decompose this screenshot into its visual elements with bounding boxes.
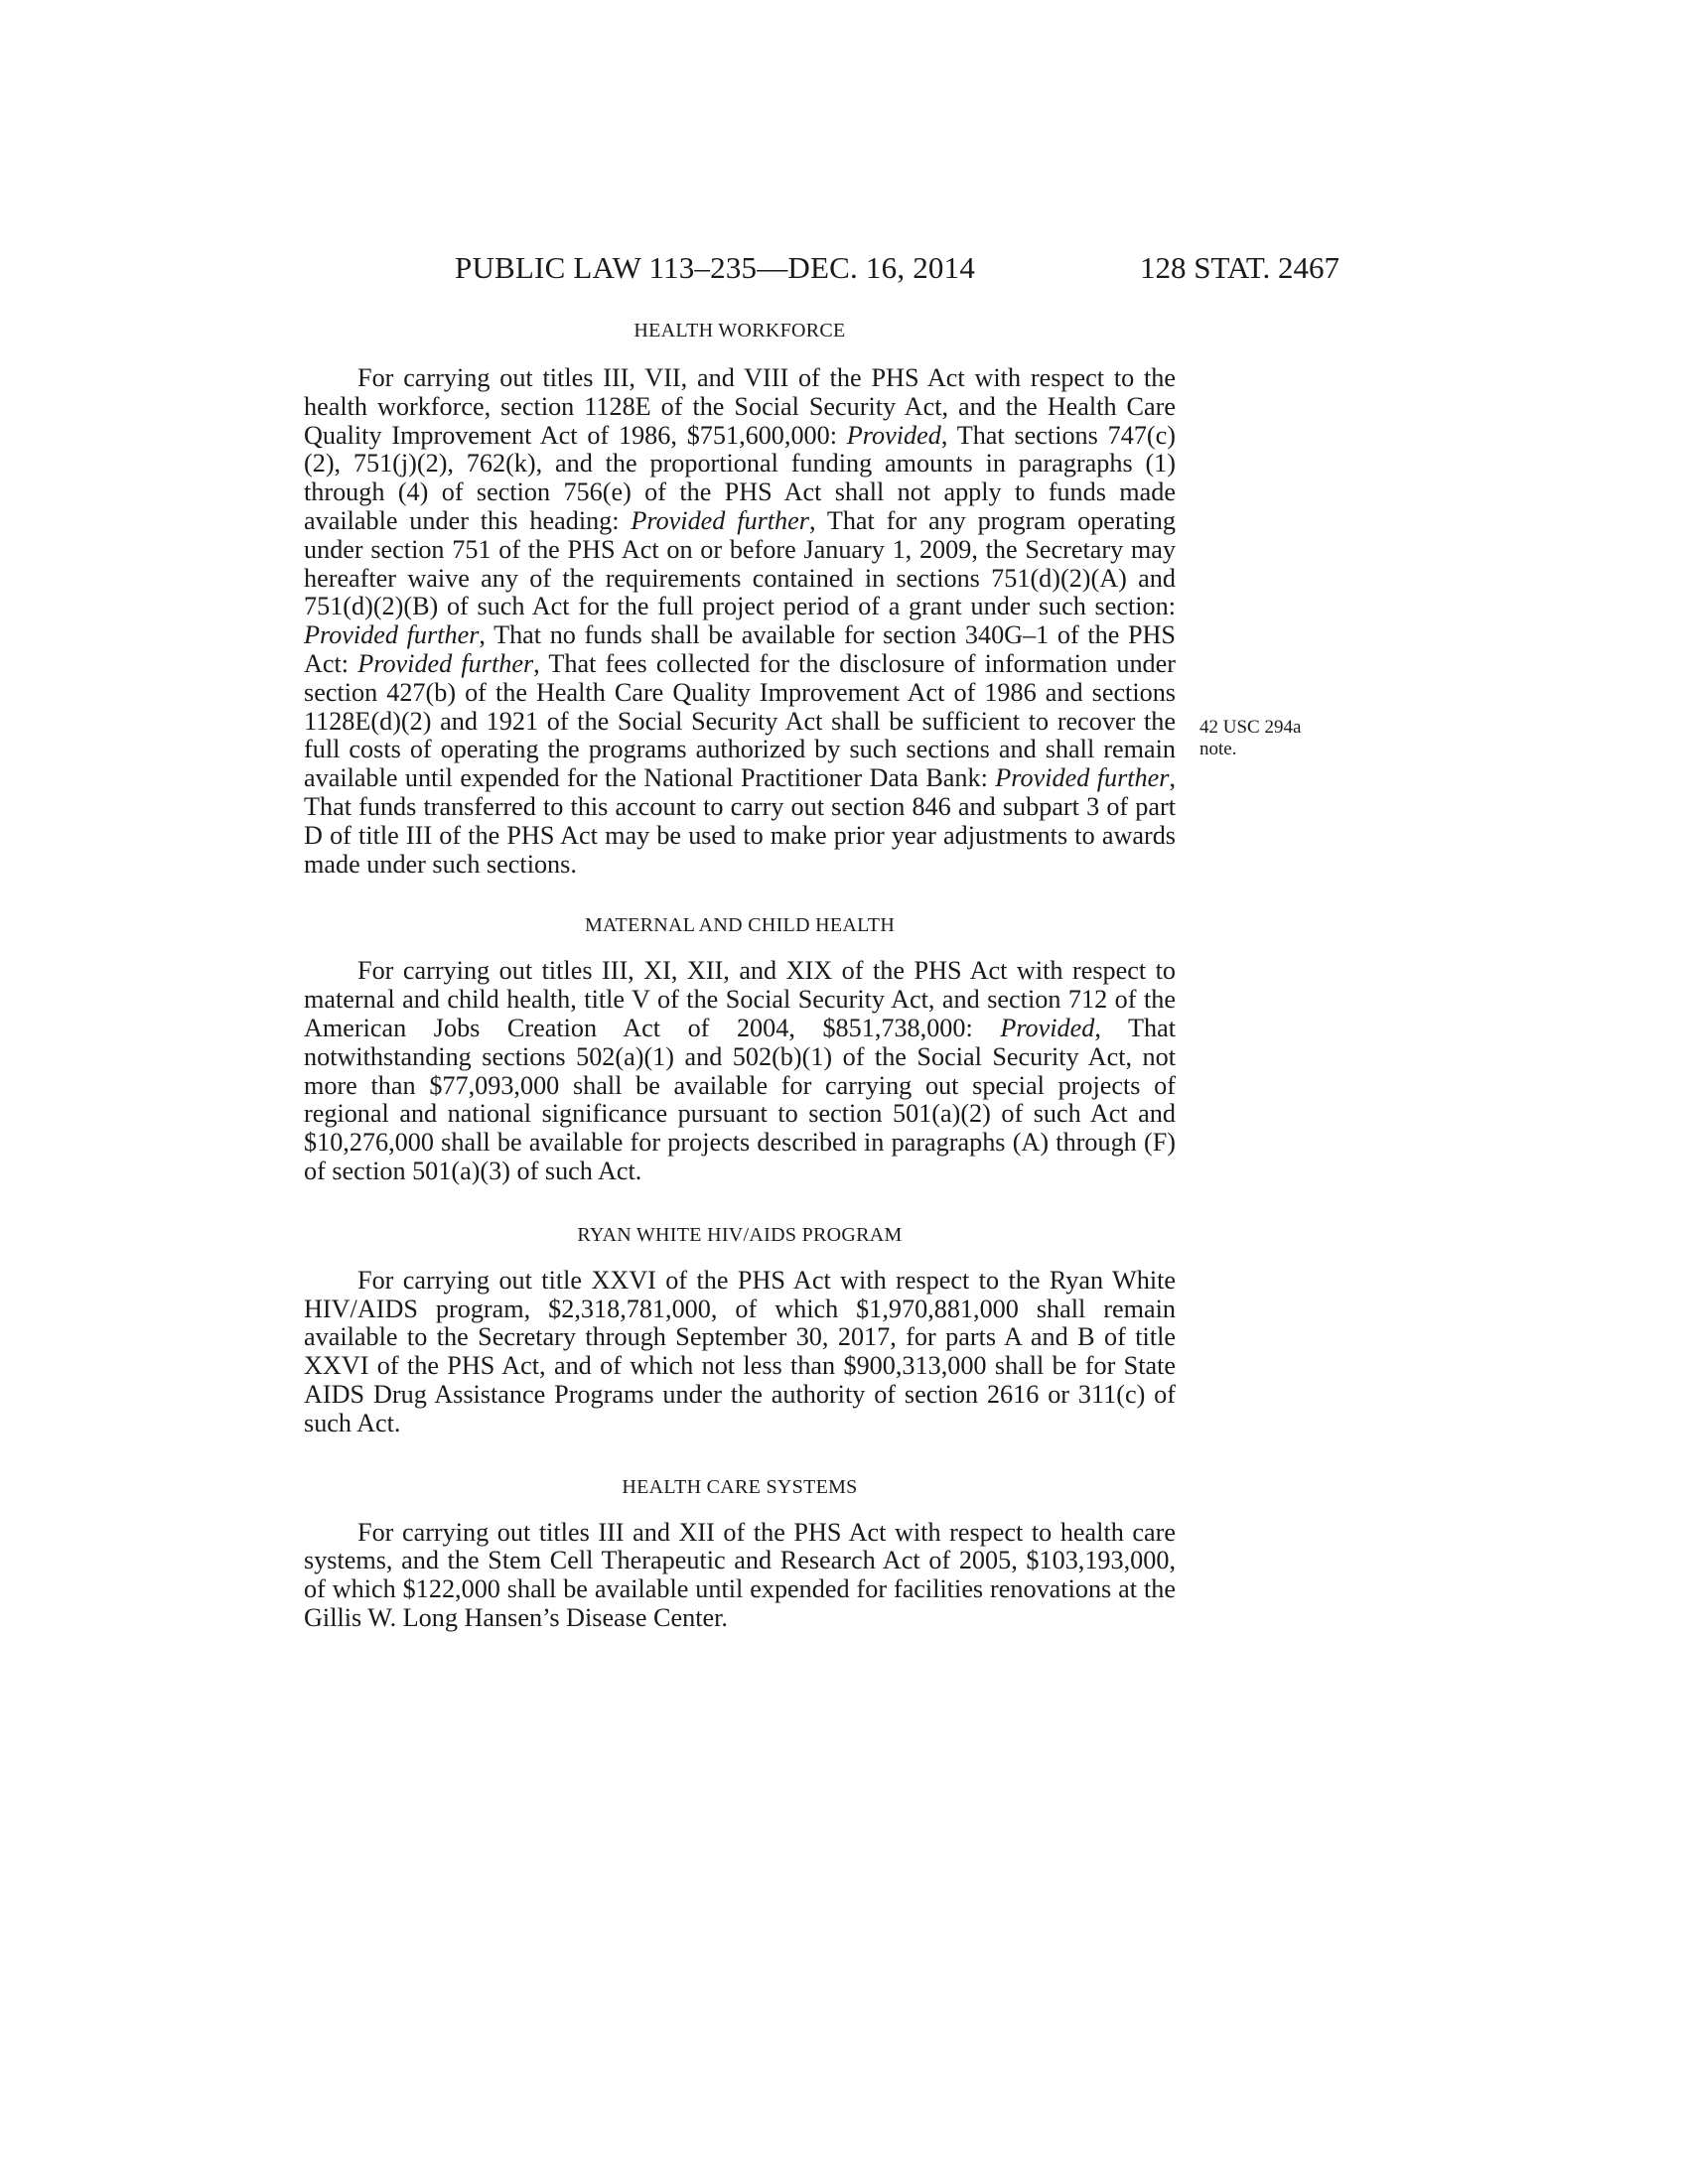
health-care-systems-paragraph: [304, 1519, 1176, 1633]
text-run: For carrying out titles III, XI, XII, and XIX of the PHS Act with respect to maternal and child health, title V of the Social Security Act, and section 712 of the American Jobs Creation Act of 2004, $851,738,000:: [304, 956, 1176, 1042]
provided-term: Provided: [846, 420, 941, 450]
health-care-systems-heading: HEALTH CARE SYSTEMS: [622, 1475, 858, 1498]
law-citation: PUBLIC LAW 113–235—DEC. 16, 2014: [455, 250, 976, 285]
provided-further-term: Provided further: [631, 505, 809, 535]
usc-citation-note: note.: [1199, 739, 1237, 759]
text-run: For carrying out title XXVI of the PHS Act with respect to the Ryan White HIV/AIDS program, $2,318,781,000, of which $1,970,881,000 shall remain available to the Secretary through September 30, 2017, for parts A and B of title XXVI of the PHS Act, and of which not less than $900,313,000 shall be for State AIDS Drug Assistance Programs under the authority of section 2616 or 311(c) of such Act.: [304, 1265, 1176, 1437]
provided-further-term: Provided further: [357, 648, 534, 678]
text-run: , That sections 747(c)(2), 751(j)(2), 762(k), and the proportional funding amounts in paragraphs (1) through (4) of section 756(e) of the PHS Act shall not apply to funds made available under this heading:: [304, 420, 1176, 535]
text-run: , That funds transferred to this account to carry out section 846 and subpart 3 of part D of title III of the PHS Act may be used to make prior year adjustments to awards made under such sections.: [304, 763, 1177, 879]
provided-term: Provided: [1000, 1013, 1095, 1042]
ryan-white-heading: RYAN WHITE HIV/AIDS PROGRAM: [577, 1223, 903, 1246]
text-run: , That fees collected for the disclosure of information under section 427(b) of the Health Care Quality Improvement Act of 1986 and sections 1128E(d)(2) and 1921 of the Social Security Act shall be sufficient to recover the full costs of operating the programs authorized by such sections and shall remain available until expended for the National Practitioner Data Bank:: [304, 648, 1177, 793]
text-run: , That for any program operating under section 751 of the PHS Act on or before January 1, 2009, the Secretary may hereafter waive any of the requirements contained in sections 751(d)(2)(A) and 751(d)(2)(B) of such Act for the full project period of a grant under such section:: [304, 505, 1176, 621]
provided-further-term: Provided further: [995, 763, 1170, 793]
body-column: [304, 320, 1176, 1633]
text-run: , That notwithstanding sections 502(a)(1) and 502(b)(1) of the Social Security Act, not more than $77,093,000 shall be available for carrying out special projects of regional and national significance pursuant to section 501(a)(2) of such Act and $10,276,000 shall be available for projects described in paragraphs (A) through (F) of section 501(a)(3) of such Act.: [304, 1013, 1176, 1185]
provided-further-term: Provided further: [304, 620, 480, 650]
text-run: , That no funds shall be available for section 340G–1 of the PHS Act:: [304, 620, 1176, 678]
text-run: For carrying out titles III, VII, and VIII of the PHS Act with respect to the health workforce, section 1128E of the Social Security Act, and the Health Care Quality Improvement Act of 1986, $751,600,000:: [304, 363, 1176, 450]
usc-citation: 42 USC 294a: [1199, 717, 1302, 738]
ryan-white-paragraph: [304, 1267, 1176, 1438]
health-workforce-paragraph: [304, 364, 1176, 879]
running-head: [0, 250, 1688, 290]
stat-page-number: 128 STAT. 2467: [1140, 250, 1340, 285]
text-run: For carrying out titles III and XII of the PHS Act with respect to health care systems, and the Stem Cell Therapeutic and Research Act of 2005, $103,193,000, of which $122,000 shall be available until expended for facilities renovations at the Gillis W. Long Hansen’s Disease Center.: [304, 1517, 1176, 1632]
maternal-child-health-paragraph: [304, 957, 1176, 1185]
health-workforce-heading: HEALTH WORKFORCE: [633, 320, 846, 341]
maternal-child-health-heading: MATERNAL AND CHILD HEALTH: [584, 914, 896, 937]
usc-margin-note: [1199, 717, 1348, 760]
